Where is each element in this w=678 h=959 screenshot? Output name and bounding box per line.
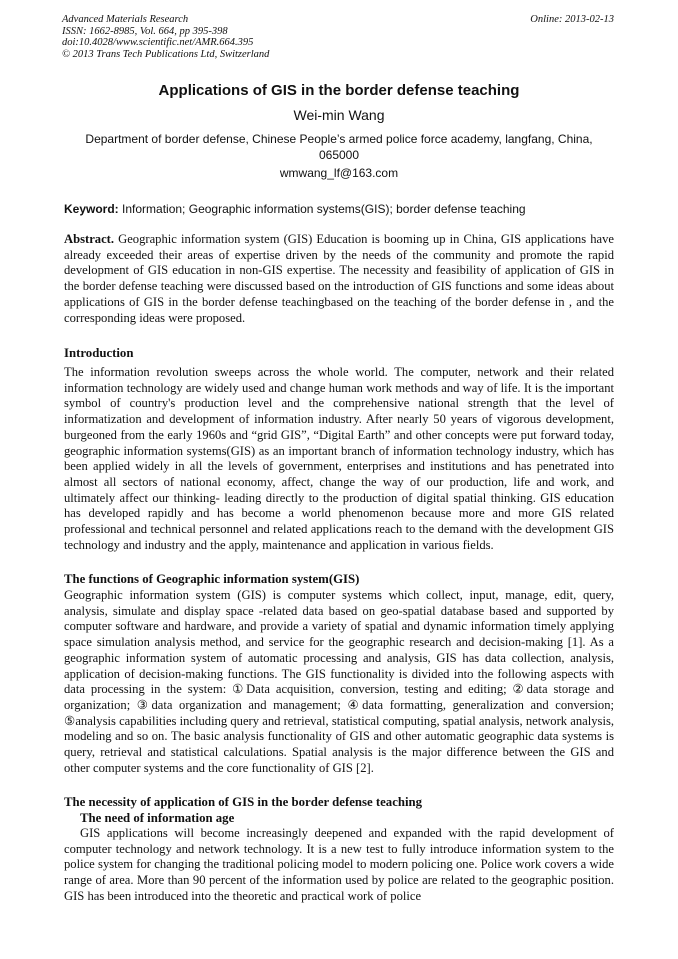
need-text: GIS applications will become increasingly deepened and expanded with the rapid development of computer technology and network technology. It is a new test to fully introduce information system to the police system for changing the traditional policing model to modern policing one. Police work covers a wide range of area. More than 90 percent of the information used by police are related to the geographic position. GIS has been introduced into the theoretic and practical work of police (64, 826, 614, 903)
journal-doi: doi:10.4028/www.scientific.net/AMR.664.395 (62, 37, 254, 49)
paper-title: Applications of GIS in the border defense teaching (158, 82, 520, 99)
introduction-text: The information revolution sweeps across the whole world. The computer, network and their related information technology are widely used and change human work methods and way of life. It is the important symbol of country's production level and the comprehensive national strength that the level of informatization and development of information industry. After nearly 50 years of vigorous development, burgeoned from the early 1960s and “grid GIS”, “Digital Earth” and other concepts were put forward today, geographic information systems(GIS) as an important branch of information technology industry, which has been applied widely in all the levels of government, enterprises and institutions and has penetrated into almost all sectors of national economy, affect, change the way of our production, life and work, and ultimately affect our thinking- leading directly to the production of digital spatial thinking. GIS education has developed rapidly and has become a world phenomenon because more and more GIS related professional and technical personnel and related applications reach to the demand with the development GIS technology and industry and the apply, maintenance and application in various fields. (64, 365, 614, 552)
online-date: Online: 2013-02-13 (530, 14, 614, 25)
keywords-label: Keyword: (64, 202, 119, 216)
keywords-line (64, 202, 616, 216)
journal-issn: ISSN: 1662-8985, Vol. 664, pp 395-398 (62, 25, 228, 37)
paper-author: Wei-min Wang (293, 107, 385, 123)
keywords-text: Information; Geographic information systems(GIS); border defense teaching (122, 202, 526, 216)
necessity-heading: The necessity of application of GIS in the border defense teaching (64, 795, 423, 809)
abstract-text: Geographic information system (GIS) Education is booming up in China, GIS applications have already exceeded their areas of expertise driven by the needs of the community and promote the rapid development of GIS education in non-GIS expertise. The necessity and feasibility of application of GIS in the border defense teaching were discussed based on the introduction of GIS functions and some ideas about applications of GIS in the border defense teachingbased on the teaching of the border defense in , and the corresponding ideas were proposed. (64, 232, 614, 325)
journal-copyright: © 2013 Trans Tech Publications Ltd, Switzerland (62, 48, 270, 60)
introduction-heading: Introduction (64, 346, 134, 360)
journal-name: Advanced Materials Research (62, 14, 189, 25)
journal-header (62, 14, 269, 60)
functions-heading: The functions of Geographic information system(GIS) (64, 572, 360, 586)
abstract-label: Abstract. (64, 232, 115, 246)
author-affiliation: Department of border defense, Chinese People’s armed police force academy, langfang, China, 065000 (85, 132, 593, 162)
abstract (64, 232, 614, 326)
need-subheading: The need of information age (80, 811, 235, 825)
author-email: wmwang_lf@163.com (279, 166, 399, 180)
functions-text: Geographic information system (GIS) is computer systems which collect, input, manage, edit, query, analysis, simulate and display space -related data based on geo-spatial database based and supported by computer software and hardware, and provide a variety of spatial and dynamic information timely applying space simulation analysis method, and service for the geographic research and decision-making [1]. As a geographic information system of automatic processing and analysis, GIS has data collection, analysis, application of decision-making functions. The GIS functionality is divided into the following aspects with data processing in the system: ①Data acquisition, conversion, testing and editing; ②data storage and organization; ③data organization and management; ④data formatting, generalization and conversion; ⑤analysis capabilities including query and retrieval, statistical computing, spatial analysis, network analysis, modeling and so on. The basic analysis functionality of GIS and other automatic geographic data systems is query, retrieval and statistical calculations. Spatial analysis is the major difference between the GIS and other computer systems and the core functionality of GIS [2]. (64, 588, 614, 775)
